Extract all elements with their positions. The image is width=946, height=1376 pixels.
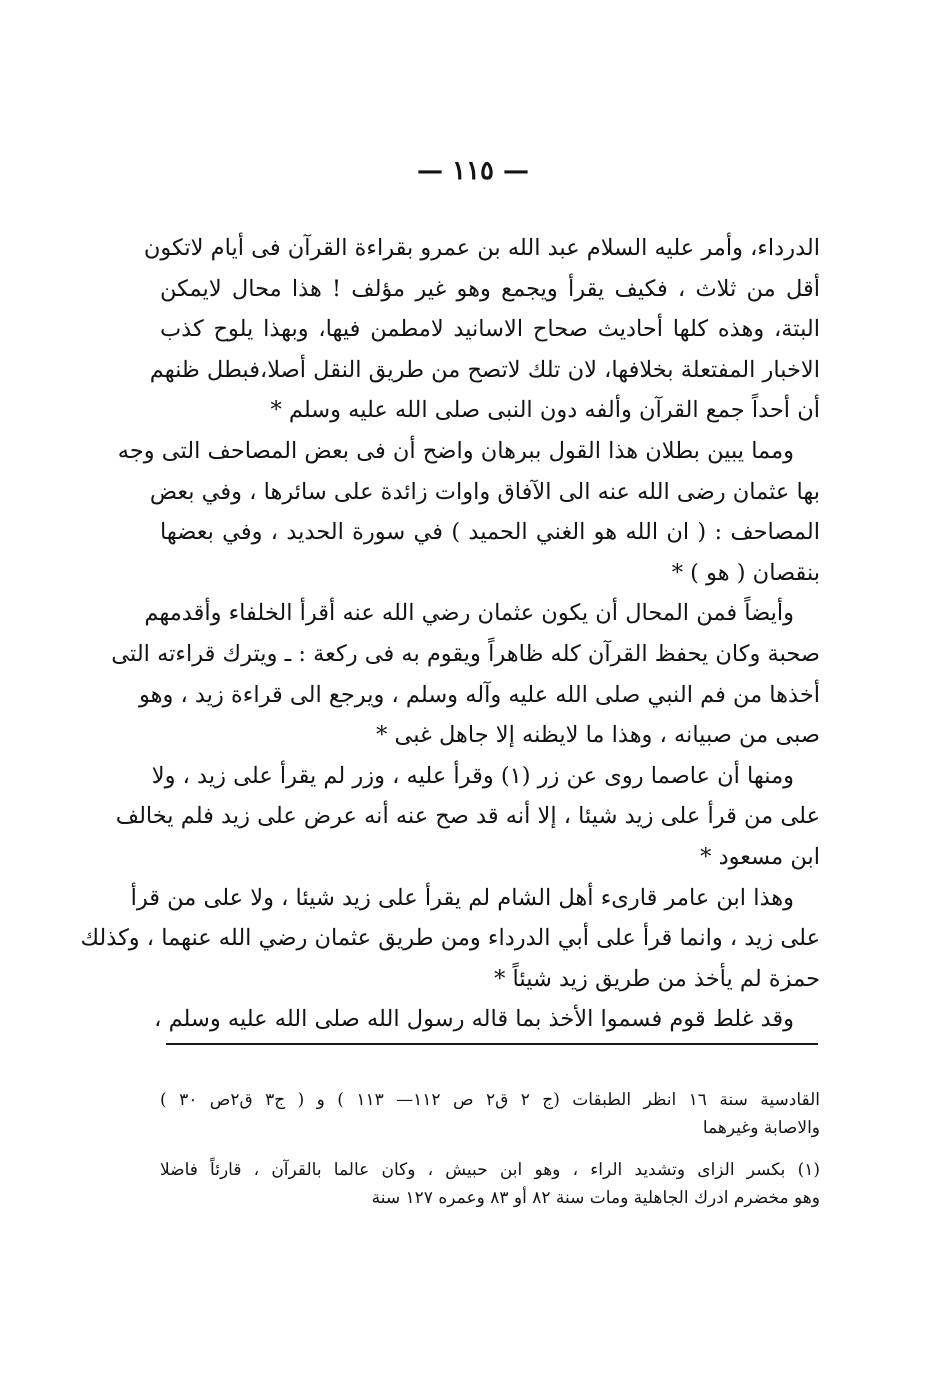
footnotes (160, 1086, 820, 1212)
body-line: الاخبار المفتعلة بخلافها، لان تلك لاتصح من طريق النقل أصلا،فبطل ظنهم (149, 356, 820, 383)
body-line: البتة، وهذه كلها أحاديث صحاح الاسانيد لامطمن فيها، وبهذا يلوح كذب (160, 316, 820, 343)
body-line: وقد غلط قوم فسموا الأخذ بما قاله رسول الله صلى الله عليه وسلم ، (154, 1006, 794, 1033)
body-line: بنقصان ( هو ) * (671, 559, 820, 586)
body-line: ومما يبين بطلان هذا القول ببرهان واضح أن فى بعض المصاحف التى وجه (117, 437, 794, 464)
page-number: — ١١٥ — (416, 156, 530, 186)
body-line: الدرداء، وأمر عليه السلام عبد الله بن عمرو بقراءة القرآن فى أيام لاتكون (143, 235, 820, 261)
body-line: ومنها أن عاصما روى عن زر (١) وقرأ عليه ، وزر لم يقرأ على زيد ، ولا (151, 762, 794, 789)
body-line: بها عثمان رضى الله عنه الى الآفاق واوات زائدة على سائرها ، وفي بعض (149, 478, 820, 505)
footnote-line: وهو مخضرم ادرك الجاهلية ومات سنة ٨٢ أو ٨٣ وعمره ١٢٧ سنة (371, 1188, 820, 1208)
body-line: صبى من صبيانه ، وهذا ما لايظنه إلا جاهل غبى * (376, 722, 820, 749)
body-line: أقل من ثلاث ، فكيف يقرأ ويجمع وهو غير مؤلف ! هذا محال لايمكن (160, 275, 820, 302)
body-line: ابن مسعود * (700, 843, 820, 870)
body-line: صحبة وكان يحفظ القرآن كله ظاهراً ويقوم به فى ركعة : ـ ويترك قراءته التى (111, 640, 820, 667)
footnote-line: والاصابة وغيرهما (702, 1118, 820, 1138)
body-line: أخذها من فم النبي صلى الله عليه وآله وسلم ، ويرجع الى قراءة زيد ، وهو (138, 681, 820, 708)
body-line: وهذا ابن عامر قارىء أهل الشام لم يقرأ على زيد شيئا ، ولا على من قرأ (130, 884, 794, 911)
body-line: وأيضاً فمن المحال أن يكون عثمان رضي الله عنه أقرأ الخلفاء وأقدمهم (144, 600, 794, 627)
footnote-line: (١) بكسر الزاى وتشديد الراء ، وهو ابن حبيش ، وكان عالما بالقرآن ، قارئاً فاضلا (160, 1160, 820, 1180)
body-line: حمزة لم يأخذ من طريق زيد شيئاً * (494, 965, 820, 992)
footnote-gap (160, 1142, 820, 1156)
footnote-divider (166, 1043, 818, 1045)
footnote-line: القادسية سنة ١٦ انظر الطبقات (ج ٢ ق٢ ص ١١٢— ١١٣ ) و ( ج٣ ق٢ص ٣٠ ) (160, 1090, 820, 1110)
main-text (80, 228, 820, 1040)
body-line: المصاحف : ( ان الله هو الغني الحميد ) في سورة الحديد ، وفي بعضها (160, 519, 820, 546)
body-line: على زيد ، وانما قرأ على أبي الدرداء ومن طريق عثمان رضي الله عنهما ، وكذلك (80, 925, 820, 952)
body-line: أن أحداً جمع القرآن وألفه دون النبى صلى الله عليه وسلم * (270, 397, 820, 424)
body-line: على من قرأ على زيد شيئا ، إلا أنه قد صح عنه أنه عرض على زيد فلم يخالف (115, 803, 820, 830)
